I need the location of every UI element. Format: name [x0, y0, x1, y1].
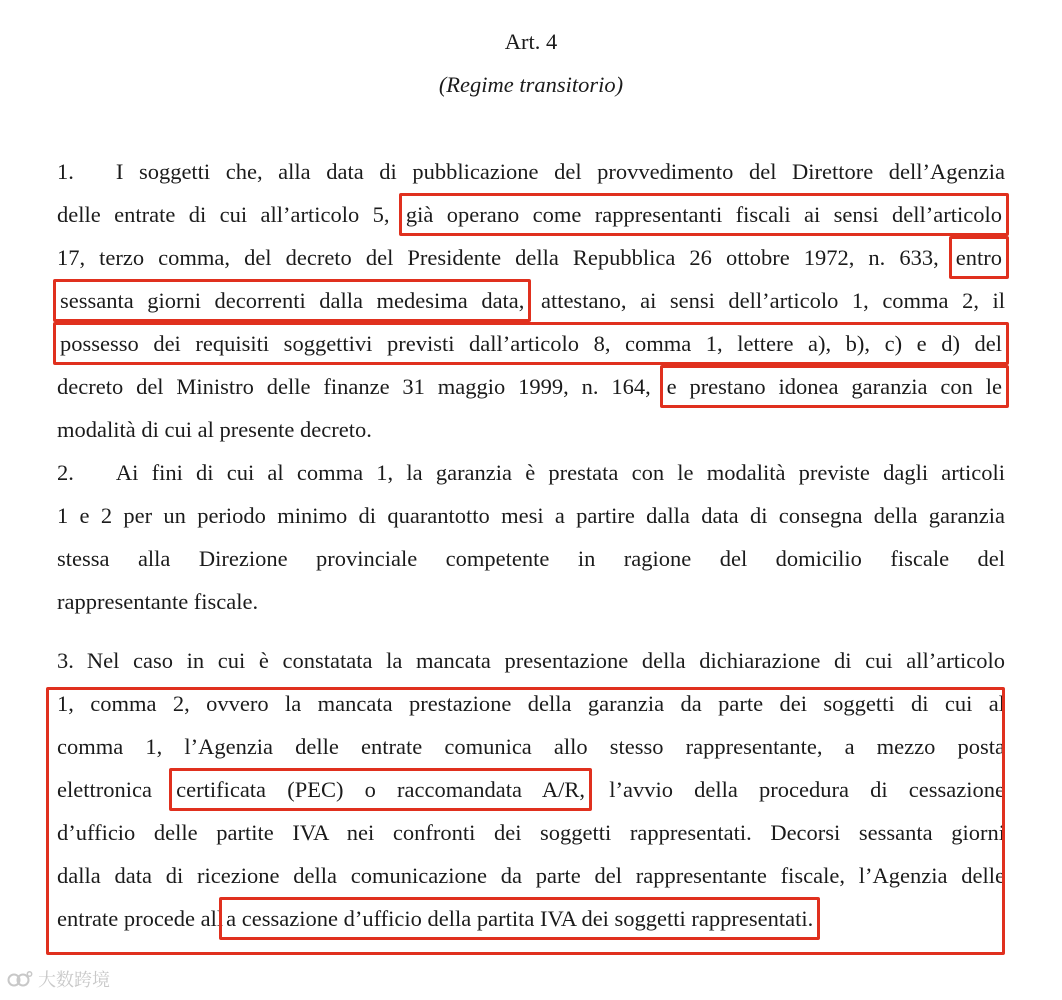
text-line — [57, 768, 1005, 811]
text-segment: decreto del Ministro delle finanze 31 maggio 1999, n. 164, — [57, 374, 664, 399]
paragraph-number: 3. — [57, 648, 74, 673]
text-line — [57, 580, 1005, 623]
text-line — [57, 854, 1005, 897]
text-line — [57, 279, 1005, 322]
text-segment: entrate procede all — [57, 906, 224, 931]
text-line — [57, 236, 1005, 279]
text-line — [57, 150, 1005, 193]
text-segment: elettronica — [57, 777, 174, 802]
text-line — [57, 682, 1005, 725]
highlight-box: sessanta giorni decorrenti dalla medesima data, — [53, 279, 531, 322]
text-line — [57, 494, 1005, 537]
text-segment: 1 e 2 per un periodo minimo di quarantotto mesi a partire dalla data di consegna della garanzia — [57, 503, 1005, 528]
text-segment: modalità di cui al presente decreto. — [57, 417, 372, 442]
document-body — [57, 0, 1005, 940]
text-segment: d’ufficio delle partite IVA nei confronti dei soggetti rappresentati. Decorsi sessanta giorni — [57, 820, 1005, 845]
text-segment: rappresentante fiscale. — [57, 589, 259, 614]
text-segment: delle entrate di cui all’articolo 5, — [57, 202, 403, 227]
paragraph-3 — [57, 639, 1005, 940]
paragraph-2 — [57, 451, 1005, 623]
text-segment: stessa alla Direzione provinciale competente in ragione del domicilio fiscale del — [57, 546, 1005, 571]
paragraph-number: 1. — [57, 159, 74, 184]
text-line — [57, 365, 1005, 408]
text-line — [57, 725, 1005, 768]
watermark-logo-icon — [7, 970, 33, 988]
highlight-box: e prestano idonea garanzia con le — [660, 365, 1009, 408]
text-segment: 17, terzo comma, del decreto del Presidente della Repubblica 26 ottobre 1972, n. 633, — [57, 245, 953, 270]
text-segment: Nel caso in cui è constatata la mancata presentazione della dichiarazione di cui all’articolo — [86, 648, 1005, 673]
text-line — [57, 451, 1005, 494]
highlight-box: possesso dei requisiti soggettivi previsti dall’articolo 8, comma 1, lettere a), b), c) e d) del — [53, 322, 1009, 365]
text-line — [57, 811, 1005, 854]
text-segment: comma 1, l’Agenzia delle entrate comunica allo stesso rappresentante, a mezzo posta — [57, 734, 1005, 759]
highlight-box: entro — [949, 236, 1009, 279]
text-segment: dalla data di ricezione della comunicazione da parte del rappresentante fiscale, l’Agenzia delle — [57, 863, 1005, 888]
highlight-box: a cessazione d’ufficio della partita IVA dei soggetti rappresentati. — [219, 897, 820, 940]
text-line — [57, 193, 1005, 236]
text-line — [57, 322, 1005, 365]
document-subtitle: (Regime transitorio) — [438, 72, 624, 97]
highlight-box: già operano come rappresentanti fiscali ai sensi dell’articolo — [399, 193, 1009, 236]
highlight-box: certificata (PEC) o raccomandata A/R, — [169, 768, 592, 811]
paragraph-1 — [57, 150, 1005, 451]
text-line — [57, 639, 1005, 682]
watermark-text: 大数跨境 — [38, 970, 110, 990]
text-segment: I soggetti che, alla data di pubblicazione del provvedimento del Direttore dell’Agenzia — [115, 159, 1005, 184]
text-line — [57, 537, 1005, 580]
text-segment: Ai fini di cui al comma 1, la garanzia è prestata con le modalità previste dagli articoli — [115, 460, 1005, 485]
paragraph-number: 2. — [57, 460, 74, 485]
watermark — [7, 966, 110, 992]
text-line — [57, 897, 1005, 940]
text-line — [57, 408, 1005, 451]
text-segment: 1, comma 2, ovvero la mancata prestazione della garanzia da parte dei soggetti di cui al — [57, 691, 1005, 716]
text-segment: attestano, ai sensi dell’articolo 1, comma 2, il — [527, 288, 1006, 313]
text-segment: l’avvio della procedura di cessazione — [588, 777, 1005, 802]
document-title: Art. 4 — [504, 29, 558, 54]
